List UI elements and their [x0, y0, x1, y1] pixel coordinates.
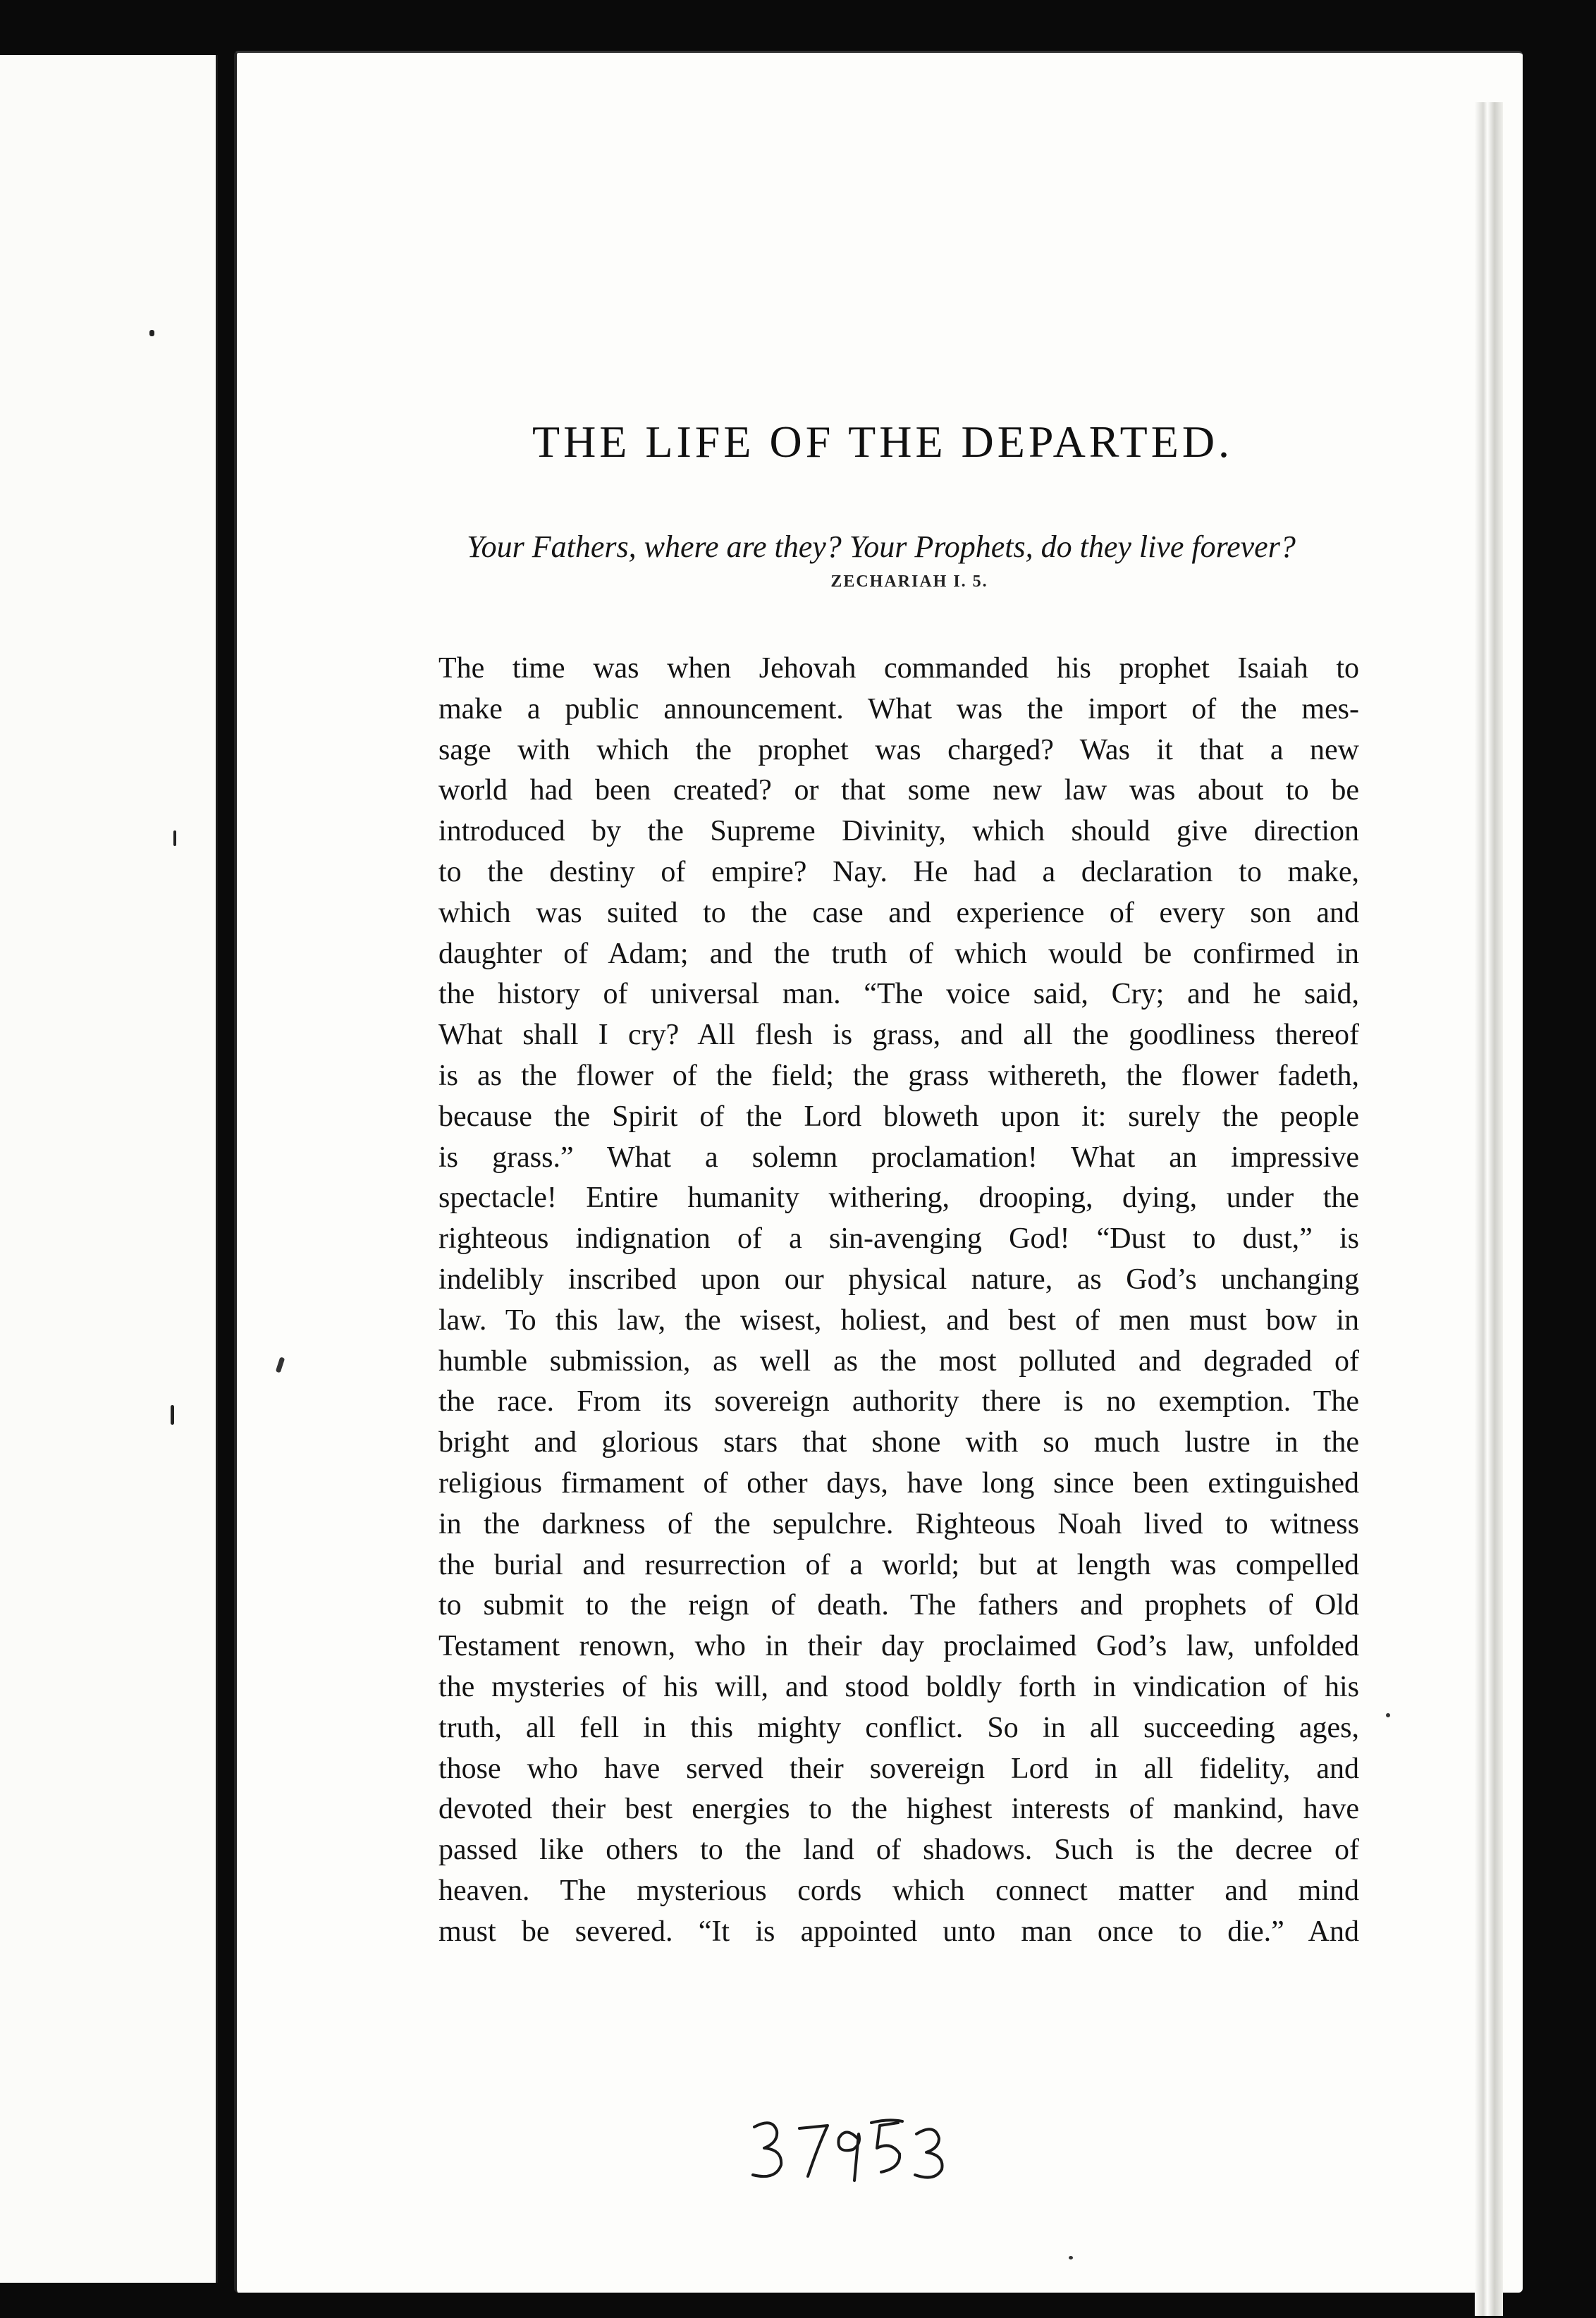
ink-mark	[173, 830, 176, 846]
text-line: passed like others to the land of shadows. Such is the decree of	[438, 1834, 1359, 1867]
text-line: devoted their best energies to the highest interests of mankind, have	[438, 1793, 1359, 1826]
text-line: those who have served their sovereign Lord in all fidelity, and	[438, 1752, 1359, 1785]
text-line: the history of universal man. “The voice said, Cry; and he said,	[438, 978, 1359, 1011]
body-text	[438, 649, 1359, 1953]
text-line: the mysteries of his will, and stood boldly forth in vindication of his	[438, 1670, 1359, 1703]
epigraph: Your Fathers, where are they? Your Prophets, do they live forever?	[467, 529, 1296, 564]
text-line: world had been created? or that some new law was about to be	[438, 774, 1359, 807]
text-line: religious firmament of other days, have long since been extinguished	[438, 1466, 1359, 1500]
facing-page-left	[0, 55, 218, 2283]
text-line: the race. From its sovereign authority there is no exemption. The	[438, 1385, 1359, 1418]
ink-mark	[171, 1405, 174, 1425]
text-line: the burial and resurrection of a world; but at length was compelled	[438, 1548, 1359, 1581]
text-line: bright and glorious stars that shone with so much lustre in the	[438, 1426, 1359, 1459]
text-line: introduced by the Supreme Divinity, which should give direction	[438, 815, 1359, 848]
handwritten-accession-number	[740, 2097, 966, 2196]
ink-mark	[1069, 2256, 1073, 2259]
page-title: THE LIFE OF THE DEPARTED.	[532, 417, 1234, 467]
text-line: to the destiny of empire? Nay. He had a declaration to make,	[438, 855, 1359, 888]
text-line: in the darkness of the sepulchre. Righteous Noah lived to witness	[438, 1507, 1359, 1540]
text-line: Testament renown, who in their day proclaimed God’s law, unfolded	[438, 1630, 1359, 1663]
text-line: What shall I cry? All flesh is grass, and all the goodliness thereof	[438, 1019, 1359, 1052]
text-line: must be severed. “It is appointed unto man once to die.” And	[438, 1915, 1359, 1948]
text-line: sage with which the prophet was charged? Was it that a new	[438, 733, 1359, 766]
text-line: is grass.” What a solemn proclamation! What an impressive	[438, 1141, 1359, 1174]
epigraph-citation: ZECHARIAH I. 5.	[830, 572, 988, 591]
text-line: which was suited to the case and experience of every son and	[438, 896, 1359, 929]
text-line: because the Spirit of the Lord bloweth upon it: surely the people	[438, 1100, 1359, 1133]
text-line: The time was when Jehovah commanded his prophet Isaiah to	[438, 652, 1359, 685]
text-line: indelibly inscribed upon our physical nature, as God’s unchanging	[438, 1263, 1359, 1296]
ink-mark	[1386, 1713, 1390, 1717]
text-line: to submit to the reign of death. The fathers and prophets of Old	[438, 1589, 1359, 1622]
text-line: make a public announcement. What was the import of the mes-	[438, 692, 1359, 725]
text-line: is as the flower of the field; the grass withereth, the flower fadeth,	[438, 1059, 1359, 1092]
ink-mark	[149, 330, 154, 336]
text-line: heaven. The mysterious cords which connect matter and mind	[438, 1874, 1359, 1907]
text-line: truth, all fell in this mighty conflict. So in all succeeding ages,	[438, 1711, 1359, 1744]
text-line: humble submission, as well as the most polluted and degraded of	[438, 1344, 1359, 1378]
text-line: law. To this law, the wisest, holiest, and best of men must bow in	[438, 1304, 1359, 1337]
text-line: righteous indignation of a sin-avenging God! “Dust to dust,” is	[438, 1222, 1359, 1256]
text-line: daughter of Adam; and the truth of which would be confirmed in	[438, 937, 1359, 970]
text-line: spectacle! Entire humanity withering, drooping, dying, under the	[438, 1182, 1359, 1215]
